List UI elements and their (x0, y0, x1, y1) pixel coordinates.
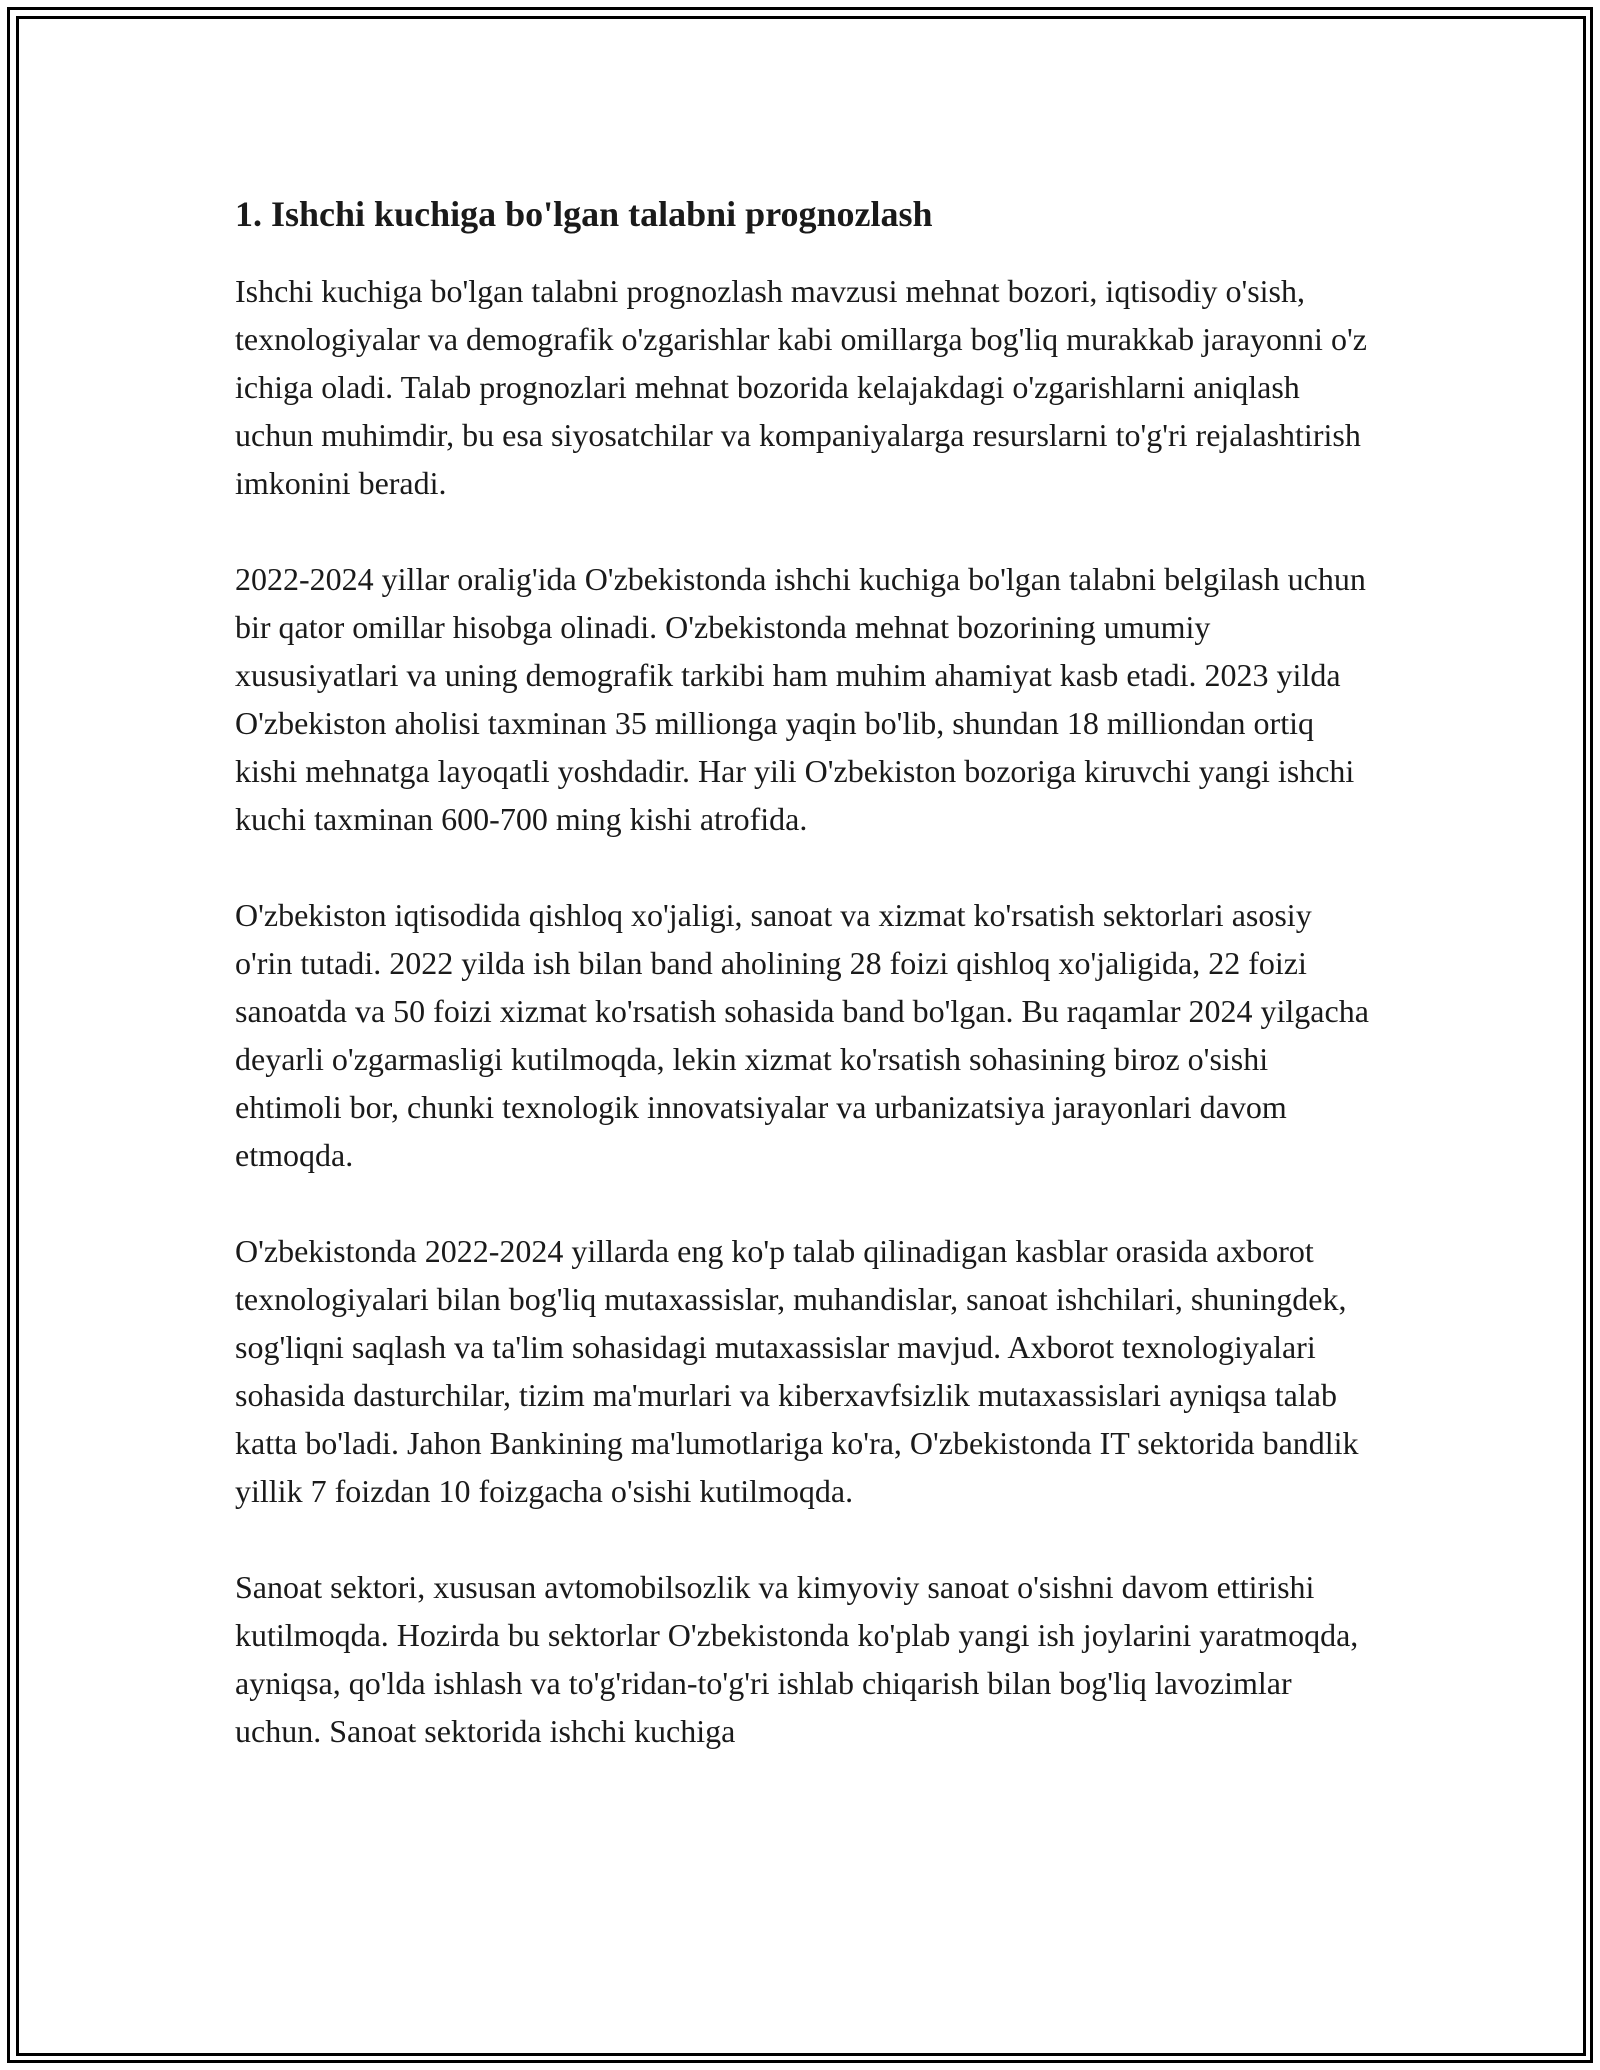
paragraph-4: O'zbekistonda 2022-2024 yillarda eng ko'p talab qilinadigan kasblar orasida axborot texnologiyalari bilan bog'liq mutaxassislar, muhandislar, sanoat ishchilari, shuningdek, sog'liqni saqlash va ta'lim sohasidagi mutaxassislar mavjud. Axborot texnologiyalari sohasida dasturchilar, tizim ma'murlari va kiberxavfsizlik mutaxassislari ayniqsa talab katta bo'ladi. Jahon Bankining ma'lumotlariga ko'ra, O'zbekistonda IT sektorida bandlik yillik 7 foizdan 10 foizgacha o'sishi kutilmoqda. (235, 1233, 1359, 1509)
paragraph-3: O'zbekiston iqtisodida qishloq xo'jaligi, sanoat va xizmat ko'rsatish sektorlari asosiy o'rin tutadi. 2022 yilda ish bilan band aholining 28 foizi qishloq xo'jaligida, 22 foizi sanoatda va 50 foizi xizmat ko'rsatish sohasida band bo'lgan. Bu raqamlar 2024 yilgacha deyarli o'zgarmasligi kutilmoqda, lekin xizmat ko'rsatish sohasining biroz o'sishi ehtimoli bor, chunki texnologik innovatsiyalar va urbanizatsiya jarayonlari davom etmoqda. (235, 897, 1369, 1173)
paragraph-2: 2022-2024 yillar oralig'ida O'zbekistonda ishchi kuchiga bo'lgan talabni belgilash uchun bir qator omillar hisobga olinadi. O'zbekistonda mehnat bozorining umumiy xususiyatlari va uning demografik tarkibi ham muhim ahamiyat kasb etadi. 2023 yilda O'zbekiston aholisi taxminan 35 millionga yaqin bo'lib, shundan 18 milliondan ortiq kishi mehnatga layoqatli yoshdadir. Har yili O'zbekiston bozoriga kiruvchi yangi ishchi kuchi taxminan 600-700 ming kishi atrofida. (235, 561, 1366, 837)
section-heading: 1. Ishchi kuchiga bo'lgan talabni prognozlash (235, 194, 933, 234)
document-body (235, 183, 1370, 1803)
paragraph-1: Ishchi kuchiga bo'lgan talabni prognozlash mavzusi mehnat bozori, iqtisodiy o'sish, texnologiyalar va demografik o'zgarishlar kabi omillarga bog'liq murakkab jarayonni o'z ichiga oladi. Talab prognozlari mehnat bozorida kelajakdagi o'zgarishlarni aniqlash uchun muhimdir, bu esa siyosatchilar va kompaniyalarga resurslarni to'g'ri rejalashtirish imkonini beradi. (235, 273, 1367, 501)
paragraph-5: Sanoat sektori, xususan avtomobilsozlik va kimyoviy sanoat o'sishni davom ettirishi kutilmoqda. Hozirda bu sektorlar O'zbekistonda ko'plab yangi ish joylarini yaratmoqda, ayniqsa, qo'lda ishlash va to'g'ridan-to'g'ri ishlab chiqarish bilan bog'liq lavozimlar uchun. Sanoat sektorida ishchi kuchiga (235, 1569, 1359, 1749)
